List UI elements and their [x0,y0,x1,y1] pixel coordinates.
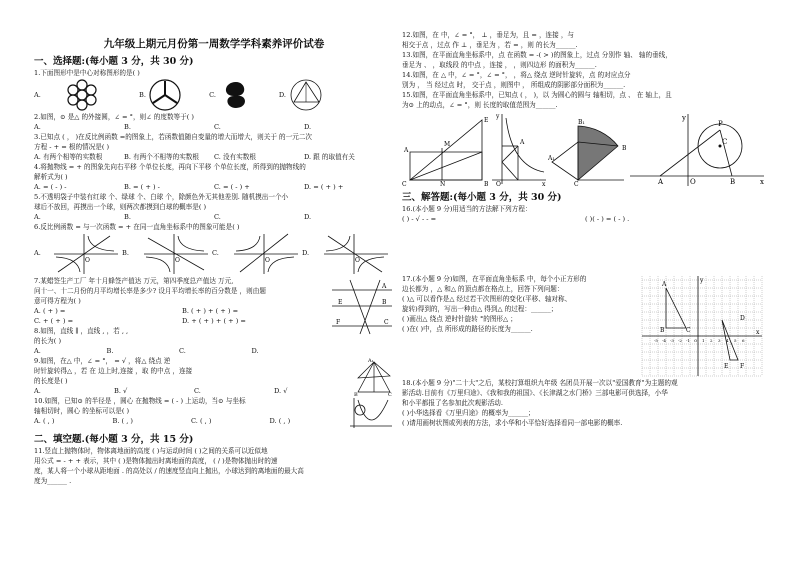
question-6-graphs [34,232,394,276]
q1-option-d: D. [278,91,286,99]
question-17-line-5: ( )画出△ 绕点 逆时针旋转 °的图形△ ； [402,315,517,323]
q15-label-b: B [730,178,736,186]
q12-label-m: M [444,141,451,148]
svg-text:O: O [355,257,360,264]
svg-text:A₁: A₁ [368,358,374,364]
q15-label-y: y [682,114,686,122]
grid-x-tick: -1 [686,338,690,343]
question-2-options [34,122,394,132]
svg-text:C: C [384,319,389,326]
q14-figure-icon [548,112,628,188]
q14-label-a1: A₁ [548,155,555,162]
question-10-options [34,416,348,426]
q5-option-d[interactable]: D. [304,213,312,221]
question-15-line-2: 为⊙ 上的动点，∠ = °，则 长度的取值范围为______. [402,101,558,109]
question-18-line-2: 影活动.目前有《万里归途》、《我和我的祖国》、《长津湖之水门桥》三部电影可供选择，小华 [402,389,668,397]
question-11-line-1: 11.竖直上抛物体时，物体离地面的高度 ( )与运动时间 ( )之间的关系可以近似地 [34,447,268,455]
exam-title: 九年级上期元月份第一周数学学科素养评价试卷 [103,38,325,50]
q10-option-c[interactable]: C. ( , ) [191,417,212,425]
q9-option-c[interactable]: C. [194,387,201,395]
q15-label-c: C [722,138,728,146]
question-2: 2.如图，⊙ 是△ 的外接圆，∠ = °，则∠ 的度数等于( ) [34,113,194,121]
question-17-line-2: 边长都为 ，△ 和△ 的顶点都在格点上，回答下列问题： [402,285,564,293]
question-7-line-3: 意可得方程为( ) [34,297,81,305]
question-4-options [34,182,394,192]
svg-text:B: B [354,392,358,396]
question-4-line-1: 4.将抛物线 = + 的图象先向右平移 个单位长度，再向下平移 个单位长度，所得到的抛物线的 [34,163,306,171]
question-13-line-1: 13.如图，在平面直角坐标系中，点 在函数 = -( > )的图象上，过点 分别作 轴、 轴的垂线， [402,51,672,59]
q14-label-b: B [622,145,627,152]
q4-option-d[interactable]: D. = ( + ) + [304,183,344,191]
q12-label-c: C [402,181,407,188]
grid-x-tick: 2 [710,338,713,343]
grid-label-d: D [740,315,745,322]
question-4-line-2: 解析式为( ) [34,173,68,181]
question-18-line-3: 和小平都报了名参加此次观影活动. [402,399,504,407]
q5-option-b[interactable]: B. [124,213,131,221]
question-15-line-1: 15.如图，在平面直角坐标系中，已知点 ( ， )，以 为圆心的圆与 轴相切，点 、 在 轴上，且 [402,91,672,99]
question-14-line-2: 别为 ， 当 经过点 时， 交于点 ，则图中 ， 所组成的阴影部分面积为______. [402,81,626,89]
fill-figures-row [402,112,768,188]
q14-label-b1: B₁ [578,119,585,126]
grid-x-tick: O [694,338,698,343]
grid-x-tick: 3 [718,338,721,343]
svg-text:O: O [85,257,90,264]
q12-label-n: N [440,181,446,188]
q2-option-b[interactable]: B. [124,123,131,131]
q1-figure-a-icon [58,78,106,112]
question-13-line-2: 垂足为 、 ，取线段 的中点 ，连接 ， ，则四边形 的面积为______. [402,61,597,69]
q3-option-a[interactable]: A. 有两个相等的实数根 [34,153,103,161]
q6-option-a[interactable]: A. [34,249,41,257]
q10-option-b[interactable]: B. ( , ) [112,417,133,425]
q14-label-c: C [574,181,579,188]
q15-label-p: P [718,120,723,128]
q3-option-b[interactable]: B. 有两个不相等的实数根 [124,153,199,161]
q12-label-e: E [484,117,488,124]
q10-option-a[interactable]: A. ( , ) [34,417,55,425]
q13-label-a: A [520,139,525,146]
right-column [402,30,768,428]
q4-option-c[interactable]: C. = ( - ) + [214,183,250,191]
question-3-line-1: 3.已知点 ( ， )在反比例函数 =的图象上，若函数值随自变量的增大而增大，则关于 的一元二次 [34,133,313,141]
question-7-block [34,276,394,346]
q13-figure-icon [488,112,548,188]
q4-option-b[interactable]: B. = ( + ) - [124,183,160,191]
grid-x-tick: -3 [670,338,674,343]
question-6: 6.反比例函数 = 与一次函数 = + 在同一直角坐标系中的图象可能是( ) [34,223,240,231]
question-17-block [402,274,768,378]
q1-option-a: A. [34,91,41,99]
svg-text:O: O [265,257,270,264]
question-8-line-1: 8.如图，直线 ∥ ，直线 , ，若 , , [34,327,129,335]
q3-option-d[interactable]: D. 跟 的取值有关 [304,153,355,161]
q6-option-d[interactable]: D. [302,249,310,257]
question-17-line-3: ( )△ 可以看作是△ 经过若干次图形的变化(平移、轴对称、 [402,295,572,303]
q6-graph-a-icon [48,232,122,276]
q17-grid-figure-icon [640,274,764,378]
question-14-line-1: 14.如图，在 △ 中，∠ = °，∠ = °， ，将△ 绕点 逆时针旋转，点 的对应点分 [402,71,631,79]
question-1-figures [34,78,394,112]
svg-text:F: F [336,319,341,326]
svg-text:C: C [388,392,392,396]
q1-figure-c-icon [216,78,256,112]
question-5-options [34,212,394,222]
question-18-line-1: 18.(本小题 9 分)"二十大"之后，某校打算组织九年级 名团员开展一次以"爱国教育"为主题的观 [402,379,678,387]
question-9-block [34,356,394,396]
svg-text:A: A [382,283,387,290]
grid-x-tick: 4 [726,338,729,343]
question-7-line-1: 7.某蜡签生产工厂 年十月蜂签产值达 万元，第四季度总产值达 万元, [34,277,234,285]
section-fill-heading: 二、填空题.(每小题 3 分，共 15 分) [34,434,194,445]
left-column [34,52,394,486]
q8-option-d[interactable]: D. [251,347,259,355]
question-3-options [34,152,394,162]
grid-x-tick: -2 [678,338,682,343]
grid-x-tick: 6 [742,338,745,343]
q6-graph-c-icon [228,232,302,276]
question-10-line-2: 轴相切时，圆心 的坐标可以是( ) [34,407,130,415]
grid-label-a: A [662,281,667,288]
svg-text:B: B [382,299,387,306]
q16-part-1: ( ) - √ - - = [402,215,437,223]
q10-option-d[interactable]: D. ( , ) [269,417,291,425]
question-8-line-2: 的长为( ) [34,337,62,345]
question-10-block [34,396,394,430]
question-18-line-5: ( )请用画树状图或列表的方法，求小华和小平恰好选择看同一部电影的概率. [402,419,623,427]
q13-label-y: y [496,113,500,120]
q15-label-x: x [760,178,764,186]
question-10-line-1: 10.如图，已知⊙ 的半径是 ，圆心 在抛物线 = ( - ) 上运动，当⊙ 与坐标 [34,397,246,405]
q15-label-a: A [658,178,664,186]
q6-option-b[interactable]: B. [122,249,129,257]
question-16: 16.(本小题 9 分)用适当的方法解下列方程： [402,205,532,213]
q13-label-o: O [496,181,501,188]
q7-option-c[interactable]: C. + ( + ) = [34,317,74,325]
grid-label-y: y [700,277,704,284]
question-16-parts [402,214,768,224]
grid-label-x: x [756,329,760,336]
q6-graph-d-icon [318,232,392,276]
q3-option-c[interactable]: C. 没有实数根 [214,153,256,161]
question-8-options [34,346,324,356]
q9-rotation-figure-icon [354,356,394,396]
q12-label-a: A [404,147,409,154]
q1-option-c: C. [209,91,216,99]
q4-option-a[interactable]: A. = ( - ) - [34,183,67,191]
question-9-line-2: 时针旋转得△ ，若 在 边上时,连接 ，取 的中点 ，连接 [34,367,193,375]
q8-parallel-lines-figure-icon [330,276,394,336]
grid-label-c: C [686,327,691,334]
grid-x-tick: 5 [734,338,737,343]
q2-option-a[interactable]: A. [34,123,41,131]
question-11-line-2: 用公式 = - + + 表示，其中 ( )是物体抛出时离地面的高度， ( / )是物体抛出时的速 [34,457,278,465]
q6-option-c[interactable]: C. [212,249,219,257]
question-18-line-4: ( )小华选择看《万里归途》的概率为______； [402,409,535,417]
q12-label-b: B [484,181,488,188]
grid-label-f: F [740,363,745,370]
q7-option-b[interactable]: B. ( + ) + ( + ) = [182,307,239,315]
question-11-line-3: 度，某人将一个小球从距地面 . 的高处以 / 的速度竖直向上抛出，小球达到的离地面的最大高 [34,467,304,475]
q16-part-2: ( )( - ) = ( - ) . [585,215,630,223]
question-7-options-row-2 [34,316,330,326]
q6-graph-b-icon [138,232,212,276]
question-9-line-1: 9.如图，在△ 中，∠ = °， = √ ，将△ 绕点 逆 [34,357,171,365]
question-7-options-row-1 [34,306,330,316]
question-7-line-2: 问十一、十二月份的月平均增长率是多少? 设月平均增长率的百分数是 ，则由题 [34,287,266,295]
q15-label-o: O [690,178,696,186]
q7-option-d[interactable]: D. + ( + ) + ( + ) = [182,317,246,325]
q1-option-b: B. [139,91,146,99]
q8-option-b[interactable]: B. [106,347,114,355]
question-1: 1.下面图形中是中心对称图形的是( ) [34,69,140,77]
section-answer-heading: 三、解答题:(每小题 3 分，共 30 分) [402,192,562,203]
question-17-line-1: 17.(本小题 9 分)如图，在平面直角坐标系 中，每个小正方形的 [402,275,587,283]
question-5-line-1: 5.不透明袋子中装有红球 个、绿球 个、白球 个，除颜色外无其他差别. 随机摸出一个小 [34,193,289,201]
grid-x-tick: -4 [662,338,666,343]
q7-option-a[interactable]: A. ( + ) = [34,307,66,315]
q10-parabola-figure-icon [348,396,394,430]
q8-option-c[interactable]: C. [179,347,186,355]
question-9-options [34,386,354,396]
question-5-line-2: 球后不放回，再摸出一个球，则两次都摸到白球的概率是( ) [34,203,207,211]
question-12-line-2: 相交于点 ，过点 作 ⊥ ，垂足为 ，若 = ，则 的长为______. [402,41,578,49]
question-17-line-6: ( )在( )中，点 所形成的路径的长度为______. [402,325,533,333]
question-11-line-4: 度为______ . [34,477,72,485]
q1-figure-b-icon [146,78,184,112]
q16-answer-space[interactable] [402,224,768,274]
grid-x-tick: 1 [702,338,705,343]
q2-option-c[interactable]: C. [214,123,221,131]
q2-option-d[interactable]: D. [304,123,312,131]
q1-figure-d-icon [286,78,330,112]
grid-label-b: B [660,327,665,334]
q5-option-c[interactable]: C. [214,213,221,221]
q15-figure-icon [628,112,768,188]
svg-text:O: O [175,257,180,264]
grid-x-tick: -5 [654,338,658,343]
svg-text:E: E [338,299,343,306]
q5-option-a[interactable]: A. [34,213,41,221]
q9-option-a[interactable]: A. [34,387,41,395]
q8-option-a[interactable]: A. [34,347,41,355]
question-3-line-2: 方程 - + = 根的情况是( ) [34,143,110,151]
q9-option-b[interactable]: B. √ [114,387,128,395]
section-choice-heading: 一、选择题:(每小题 3 分，共 30 分) [34,56,194,67]
question-12-line-1: 12.如图，在 中，∠ = °， ⊥ ，垂足为，且 = ，连接 ，与 [402,31,575,39]
question-9-line-3: 的长度是( ) [34,377,68,385]
question-17-line-4: 旋转)得到的，写出一种由△ 得到△ 的过程：______； [402,305,558,313]
q9-option-d[interactable]: D. √ [274,387,288,395]
q12-figure-icon [402,112,488,188]
q13-label-x: x [542,181,546,188]
grid-label-e: E [724,363,729,370]
